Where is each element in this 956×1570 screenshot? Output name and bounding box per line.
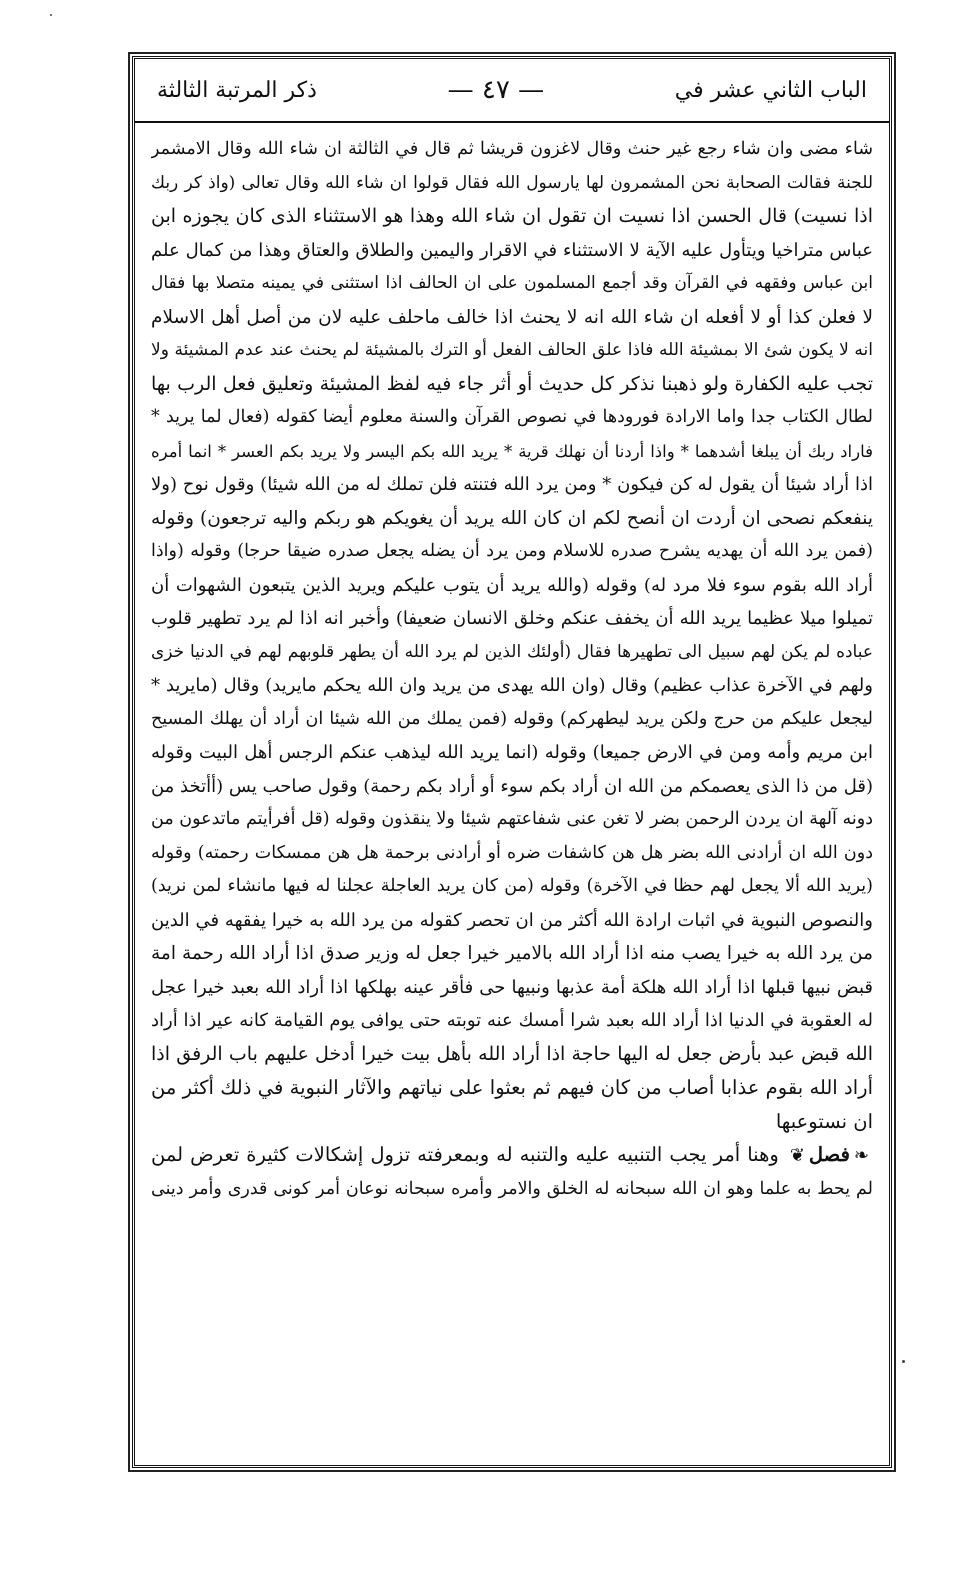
text-line: الله قبض عبد بأرض جعل له اليها حاجة اذا أراد الله بأهل بيت خيرا أدخل عليهم باب الرفق اذا [151,1042,873,1065]
text-line: لم يحط به علما وهو ان الله سبحانه له الخلق والامر وأمره سبحانه نوعان أمر كونى قدرى وأمر دينى [151,1178,873,1199]
text-line: شاء مضى وان شاء رجع غير حنث وقال لاغزون قريشا ثم قال في الثالثة ان شاء الله وقال الامشمر [151,139,873,159]
body-text [151,133,873,1206]
text-line: أراد الله بقوم عذابا أصاب من كان فيهم ثم بعثوا على نياتهم والآثار النبوية في ذلك أكثر من [151,1076,873,1099]
running-header [135,59,889,123]
text-line: ابن عباس وفقهه في القرآن وقد أجمع المسلمون على ان الحالف اذا استثنى في يمينه متصلا بها فقال [151,273,873,293]
fasl-text: وهنا أمر يجب التنبيه عليه والتنبه له وبمعرفته تزول إشكالات كثيرة تعرض لمن [151,1143,779,1166]
text-line: تميلوا ميلا عظيما يريد الله أن يخفف عنكم وخلق الانسان ضعيفا) وأخبر انه اذا لم يرد تطهير قلوب [151,608,873,629]
text-line: ليجعل عليكم من حرج ولكن يريد ليطهركم) وقوله (فمن يملك من الله شيئا ان أراد أن يهلك المسيح [151,708,873,729]
text-line: للجنة فقالت الصحابة نحن المشمرون لها يارسول الله فقال قولوا ان شاء الله وقال تعالى (واذ كر ربك [151,172,873,193]
ornament-left-icon: ❦ [789,1145,805,1166]
text-line: اذا نسيت) قال الحسن اذا نسيت ان تقول ان شاء الله وهذا هو الاستثناء الذى كان يجوزه ابن [151,205,873,227]
text-line: عباس متراخيا ويتأول عليه الآية لا الاستثناء في الاقرار واليمين والطلاق والعتاق وهذا من كمال علم [151,239,873,261]
text-line: (قل من ذا الذى يعصمكم من الله ان أراد بكم سوء أو أراد بكم رحمة) وقول صاحب يس (أأتخذ من [151,775,873,797]
text-line: فاراد ربك أن يبلغا أشدهما * واذا أردنا أن نهلك قرية * يريد الله بكم اليسر ولا يريد بكم العسر * انما أمره [151,441,873,461]
text-line: لطال الكتاب جدا واما الارادة فورودها في نصوص القرآن والسنة معلوم أيضا كقوله (فعال لما يريد * [151,407,873,427]
text-line: انه لا يكون شئ الا بمشيئة الله فاذا علق الحالف الفعل أو الترك بالمشيئة لم يحنث عند عدم المشيئة ولا [151,340,873,360]
text-line: لا فعلن كذا أو لا أفعله ان شاء الله انه لا يحنث اذا خالف ماحلف عليه لان من أصل أهل الاسلام [151,306,873,328]
scan-speck [50,14,52,16]
text-line: ينفعكم نصحى ان أردت ان أنصح لكم ان كان الله يريد أن يغويكم هو ربكم واليه ترجعون) وقوله [151,507,873,529]
fasl-line [151,1138,873,1173]
chapter-title: الباب الثاني عشر في [674,77,867,103]
text-line: ان نستوعبها [775,1109,873,1133]
ornament-right-icon: ❧ [853,1145,869,1166]
text-line: دون الله ان أرادنى الله بضر هل هن كاشفات ضره أو أرادنى برحمة هل هن ممسكات رحمته) وقوله [151,842,873,863]
text-line: قبض نبيها قبلها اذا أراد الله هلكة أمة عذبها ونبيها حى فأقر عينه بهلكها اذا أراد الله بعبد خيرا عجل [151,976,873,998]
page-number: — ٤٧ — [447,75,545,105]
text-line: تجب عليه الكفارة ولو ذهبنا نذكر كل حديث أو أثر جاء فيه لفظ المشيئة وتعليق فعل الرب بها [151,372,873,395]
section-topic: ذكر المرتبة الثالثة [157,77,317,103]
margin-dot [902,1360,905,1363]
text-line: (فمن يرد الله أن يهديه يشرح صدره للاسلام ومن يرد أن يضله يجعل صدره ضيقا حرجا) وقوله (واذا [151,541,873,561]
text-line: والنصوص النبوية في اثبات ارادة الله أكثر من ان تحصر كقوله من يرد الله به خيرا يفقهه في الدين [151,909,873,931]
text-line: ولهم في الآخرة عذاب عظيم) وقال (وان الله يهدى من يريد وان الله يحكم مايريد) وقال (مايريد * [151,675,873,696]
text-line: اذا أراد شيئا أن يقول له كن فيكون * ومن يرد الله فتنته فلن تملك له من الله شيئا) وقول نوح (ولا [151,474,873,495]
text-line: ابن مريم وأمه ومن في الارض جميعا) وقوله (انما يريد الله ليذهب عنكم الرجس أهل البيت وقوله [151,742,873,763]
text-line: (يريد الله ألا يجعل لهم حظا في الآخرة) وقوله (من كان يريد العاجلة عجلنا له فيها مانشاء لمن نريد) [151,876,873,896]
text-line: عباده لم يكن لهم سبيل الى تطهيرها فقال (أولئك الذين لم يرد الله أن يطهر قلوبهم لهم في الدنيا خزى [151,641,873,662]
text-line: من يرد الله به خيرا يصب منه اذا أراد الله بالامير خيرا جعل له وزير صدق اذا أراد الله رحمة امة [151,943,873,964]
fasl-heading: فصل [808,1143,850,1166]
text-line: له العقوبة في الدنيا اذا أراد الله بعبد شرا أمسك عنه توبته حتى يوافى يوم القيامة كانه عير اذا أراد [151,1010,873,1031]
page-frame [132,56,892,1468]
text-line: دونه آلهة ان يردن الرحمن بضر لا تغن عنى شفاعتهم شيئا ولا ينقذون وقوله (قل أفرأيتم ماتدعون من [151,809,873,829]
text-line: أراد الله بقوم سوء فلا مرد له) وقوله (والله يريد أن يتوب عليكم ويريد الذين يتبعون الشهوات أن [151,574,873,596]
